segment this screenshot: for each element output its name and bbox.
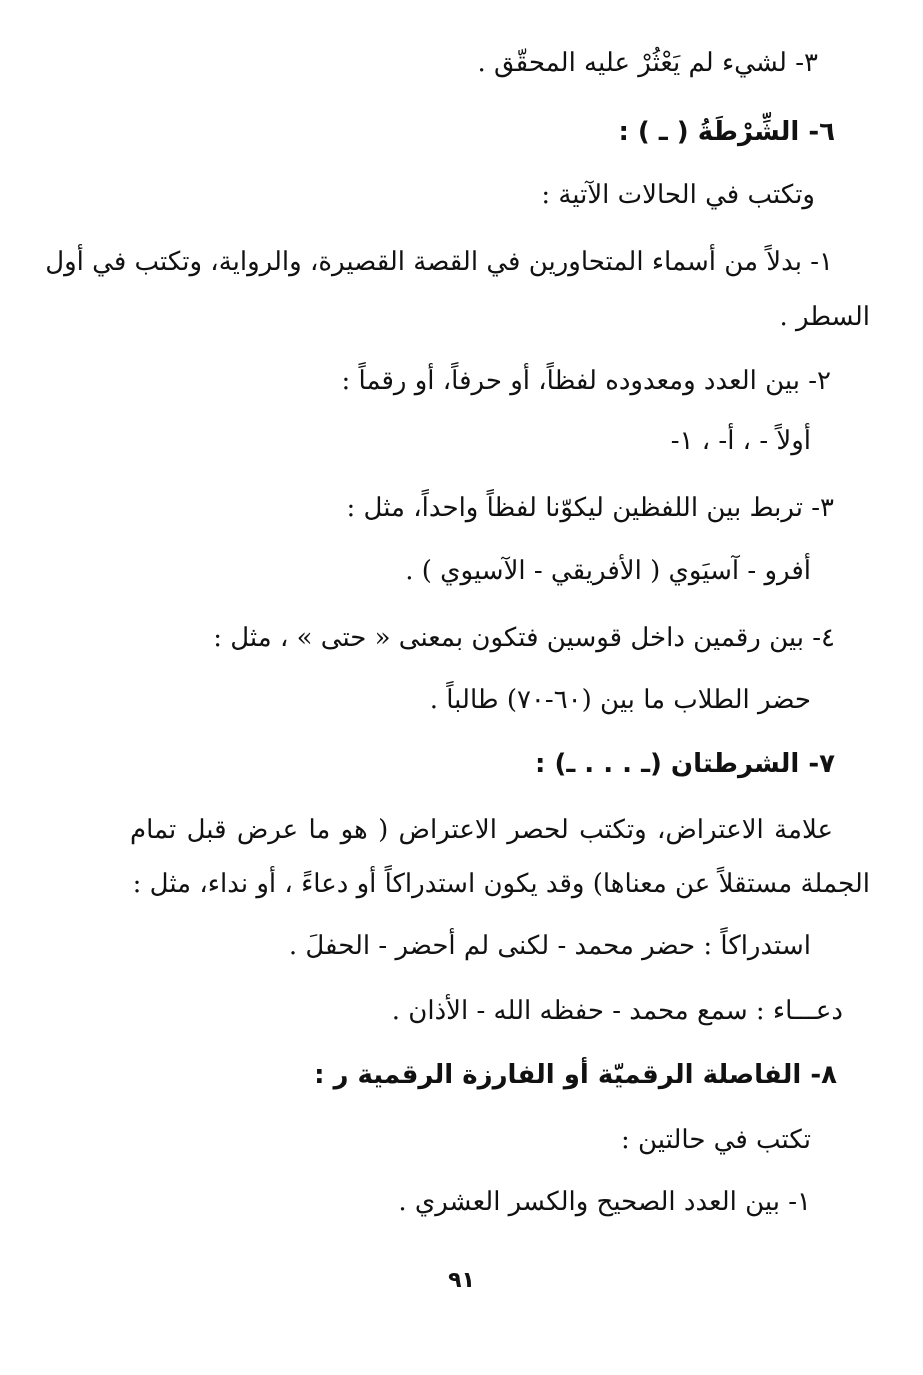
section-8-intro: تكتب في حالتين : xyxy=(620,1125,811,1155)
section-6-item-1-line-1: ١- بدلاً من أسماء المتحاورين في القصة القصيرة، والرواية، وتكتب في أول xyxy=(45,247,833,277)
section-6-item-4: ٤- بين رقمين داخل قوسين فتكون بمعنى « حتى » ، مثل : xyxy=(213,623,835,653)
section-7-example-2: دعـــاء : سمع محمد - حفظه الله - الأذان . xyxy=(391,996,843,1026)
section-8-heading: ٨- الفاصلة الرقميّة أو الفارزة الرقمية ر : xyxy=(314,1060,837,1090)
section-6-heading: ٦- الشِّرْطَةُ ( ـ ) : xyxy=(618,117,835,147)
section-8-item-1: ١- بين العدد الصحيح والكسر العشري . xyxy=(398,1187,811,1217)
section-6-item-2: ٢- بين العدد ومعدوده لفظاً، أو حرفاً، أو رقماً : xyxy=(341,366,831,396)
section-6-item-3: ٣- تربط بين اللفظين ليكوّنا لفظاً واحداً، مثل : xyxy=(346,493,834,523)
section-7-heading: ٧- الشرطتان (ـ . . . ـ) : xyxy=(535,749,835,779)
section-7-text-line-2: الجملة مستقلاً عن معناها) وقد يكون استدراكاً أو دعاءً ، أو نداء، مثل : xyxy=(132,869,870,899)
section-6-item-1-line-2: السطر . xyxy=(779,302,870,332)
section-6-item-2-example: أولاً - ، أ- ، ١- xyxy=(670,426,811,456)
section-6-item-4-example: حضر الطلاب ما بين (٦٠-٧٠) طالباً . xyxy=(429,685,811,715)
section-7-example-1: استدراكاً : حضر محمد - لكنى لم أحضر - الحفلَ . xyxy=(288,931,811,961)
section-6-intro: وتكتب في الحالات الآتية : xyxy=(541,180,815,210)
section-7-text-line-1: علامة الاعتراض، وتكتب لحصر الاعتراض ( هو ما عرض قبل تمام xyxy=(130,815,833,845)
section-6-item-3-example: أفرو - آسيَوي ( الأفريقي - الآسيوي ) . xyxy=(405,556,811,586)
page-number: ٩١ xyxy=(448,1268,475,1293)
item-3-line: ٣- لشيء لم يَعْثُرْ عليه المحقّق . xyxy=(477,48,818,78)
